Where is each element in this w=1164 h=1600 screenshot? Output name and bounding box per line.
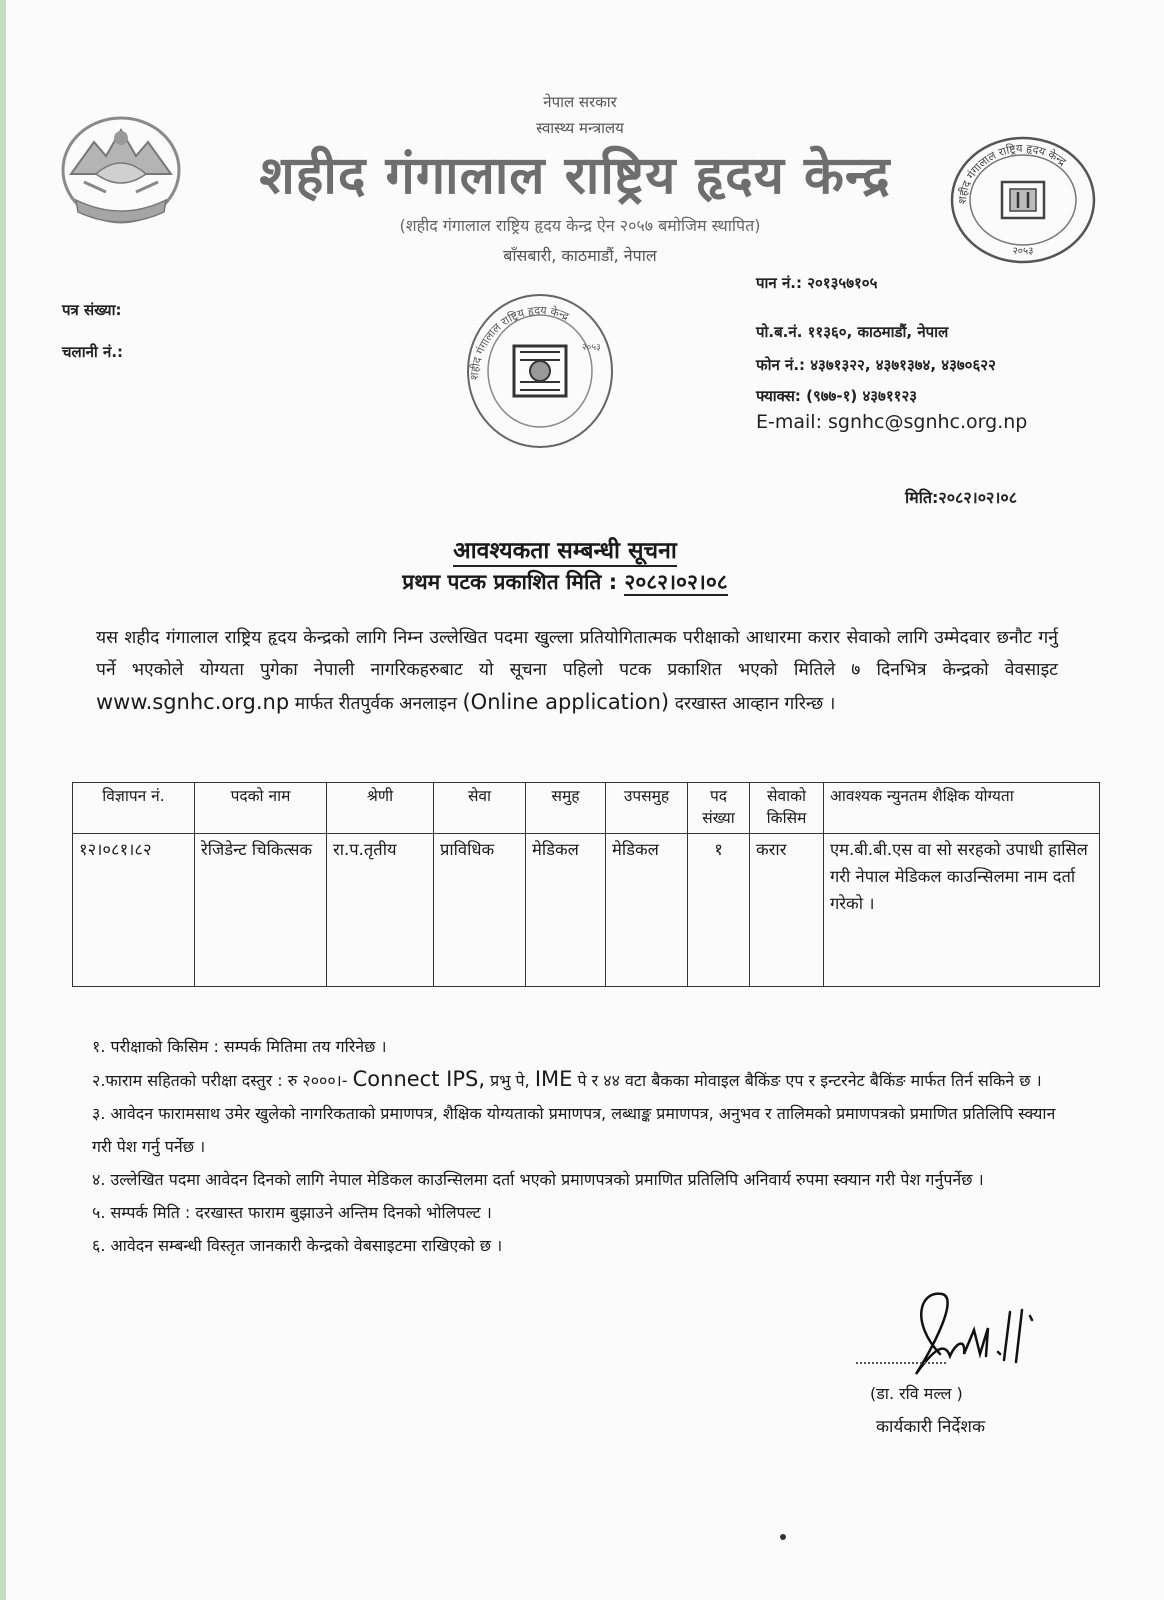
note-2-fee: २.फाराम सहितको परीक्षा दस्तुर : रु २०००।- [92, 1071, 348, 1090]
cell-qualification: एम.बी.बी.एस वा सो सरहको उपाधी हासिल गरी नेपाल मेडिकल काउन्सिलमा नाम दर्ता गरेको । [824, 834, 1100, 987]
nepal-emblem-icon [56, 112, 186, 234]
right-seal-year: २०५३ [1012, 246, 1034, 257]
notice-subtitle [300, 568, 830, 596]
right-seal-text: शहीद गंगालाल राष्ट्रिय हृदय केन्द्र [955, 141, 1069, 205]
org-seal-right-icon [948, 134, 1098, 268]
cell-service: प्राविधिक [434, 834, 526, 987]
letter-date: मिति:२०८२।०२।०८ [905, 488, 1018, 507]
handwritten-signature [880, 1282, 1070, 1392]
note-2-ime: IME [534, 1067, 573, 1091]
svg-text:शहीद गंगालाल राष्ट्रिय हृदय के [468, 304, 571, 380]
header-group: समुह [526, 783, 606, 834]
cell-service-type: करार [750, 834, 824, 987]
po-box: पो.ब.नं. ११३६०, काठमाडौं, नेपाल [756, 323, 949, 341]
table-header-row [73, 783, 1100, 834]
page-edge [0, 0, 6, 1600]
header-ad-number: विज्ञापन नं. [73, 783, 195, 834]
body-text-3: दरखास्त आव्हान गरिन्छ । [674, 694, 836, 714]
header-qualification: आवश्यक न्युनतम शैक्षिक योग्यता [824, 783, 1100, 834]
note-2-prabhu-pay: प्रभु पे, [490, 1071, 530, 1090]
website-link: www.sgnhc.org.np [96, 690, 290, 714]
cell-post-name: रेजिडेन्ट चिकित्सक [195, 834, 327, 987]
cell-class: रा.प.तृतीय [327, 834, 434, 987]
body-text-1: यस शहीद गंगालाल राष्ट्रिय हृदय केन्द्रको लागि निम्न उल्लेखित पदमा खुल्ला प्रतियोगितात्मक परीक्षाको आधारमा करार सेवाको लागि उम्मेदवार छनौट गर्नु पर्ने भएकोले योग्यता पुगेका नेपाली नागरिकहरुबाट यो सूचना पहिलो पटक प्रकाशित भएको मितिले ७ दिनभित्र केन्द्रको वेवसाइट [96, 628, 1058, 680]
signatory-name: (डा. रवि मल्ल ) [870, 1384, 963, 1403]
notice-subtitle-label: प्रथम पटक प्रकाशित मिति : [402, 570, 625, 594]
org-seal-center-icon [464, 290, 616, 452]
note-1: १. परीक्षाको किसिम : सम्पर्क मितिमा तय गरिनेछ । [92, 1037, 387, 1056]
online-application-text: (Online application) [462, 690, 670, 714]
center-seal-text: शहीद गंगालाल राष्ट्रिय हृदय केन्द्र [467, 303, 571, 381]
fax-number: फ्याक्स: (९७७-१) ४३७११२३ [756, 387, 918, 405]
ink-speck [780, 1534, 786, 1540]
email-address: E-mail: sgnhc@sgnhc.org.np [756, 411, 1028, 433]
notes-list [92, 1030, 1072, 1262]
phone-numbers: फोन नं.: ४३७१३२२, ४३७१३७४, ४३७०६२२ [756, 356, 996, 374]
signatory-title: कार्यकारी निर्देशक [876, 1417, 986, 1437]
letter-number-label: पत्र संख्या: [62, 301, 122, 319]
pan-number: पान नं.: २०१३५७१०५ [756, 274, 878, 292]
note-5: ५. सम्पर्क मिति : दरखास्त फाराम बुझाउने अन्तिम दिनको भोलिपल्ट । [92, 1203, 492, 1222]
note-3: ३. आवेदन फारामसाथ उमेर खुलेको नागरिकताको प्रमाणपत्र, शैक्षिक योग्यताको प्रमाणपत्र, लब्धाङ्क प्रमाणपत्र, अनुभव र तालिमको प्रमाणपत्रको प्रमाणित प्रतिलिपि स्क्यान गरी पेश गर्नु पर्नेछ । [92, 1104, 1056, 1156]
dispatch-number-label: चलानी नं.: [62, 343, 124, 361]
notice-title-text: आवश्यकता सम्बन्धी सूचना [453, 538, 677, 567]
note-2-rest: पे र ४४ वटा बैकका मोवाइल बैकिंङ एप र इन्टरनेट बैकिंङ मार्फत तिर्न सकिने छ । [577, 1071, 1042, 1090]
signature-line [856, 1352, 946, 1364]
cell-post-count: १ [688, 834, 750, 987]
org-name: शहीद गंगालाल राष्ट्रिय हृदय केन्द्र [259, 145, 891, 206]
ministry-label: स्वास्थ्य मन्त्रालय [536, 119, 624, 137]
vacancy-table [72, 782, 1100, 987]
government-label: नेपाल सरकार [543, 93, 617, 111]
header-service-type: सेवाको किसिम [750, 783, 824, 834]
header-class: श्रेणी [327, 783, 434, 834]
cell-subgroup: मेडिकल [606, 834, 688, 987]
cell-ad-number: १२।०८१।८२ [73, 834, 195, 987]
notice-subtitle-date: २०८२।०२।०८ [624, 570, 728, 594]
note-6: ६. आवेदन सम्बन्धी विस्तृत जानकारी केन्द्रको वेबसाइटमा राखिएको छ । [92, 1236, 503, 1255]
header-service: सेवा [434, 783, 526, 834]
header-subgroup: उपसमुह [606, 783, 688, 834]
body-text-2: मार्फत रीतपुर्वक अनलाइन [294, 694, 457, 714]
note-2 [92, 1063, 1072, 1097]
notice-body [96, 622, 1058, 720]
center-seal-year: २०५३ [582, 343, 601, 353]
header-post-count: पद संख्या [688, 783, 750, 834]
org-subtitle: (शहीद गंगालाल राष्ट्रिय हृदय केन्द्र ऐन २०५७ बमोजिम स्थापित) [399, 216, 761, 235]
org-address: बाँसबारी, काठमाडौं, नेपाल [503, 246, 657, 265]
cell-group: मेडिकल [526, 834, 606, 987]
header-post-name: पदको नाम [195, 783, 327, 834]
table-row [73, 834, 1100, 987]
note-4: ४. उल्लेखित पदमा आवेदन दिनको लागि नेपाल मेडिकल काउन्सिलमा दर्ता भएको प्रमाणपत्रको प्रमाणित प्रतिलिपि अनिवार्य रुपमा स्क्यान गरी पेश गर्नुपर्नेछ । [92, 1170, 984, 1189]
notice-title [330, 533, 800, 565]
note-2-connect-ips: Connect IPS, [352, 1067, 485, 1091]
